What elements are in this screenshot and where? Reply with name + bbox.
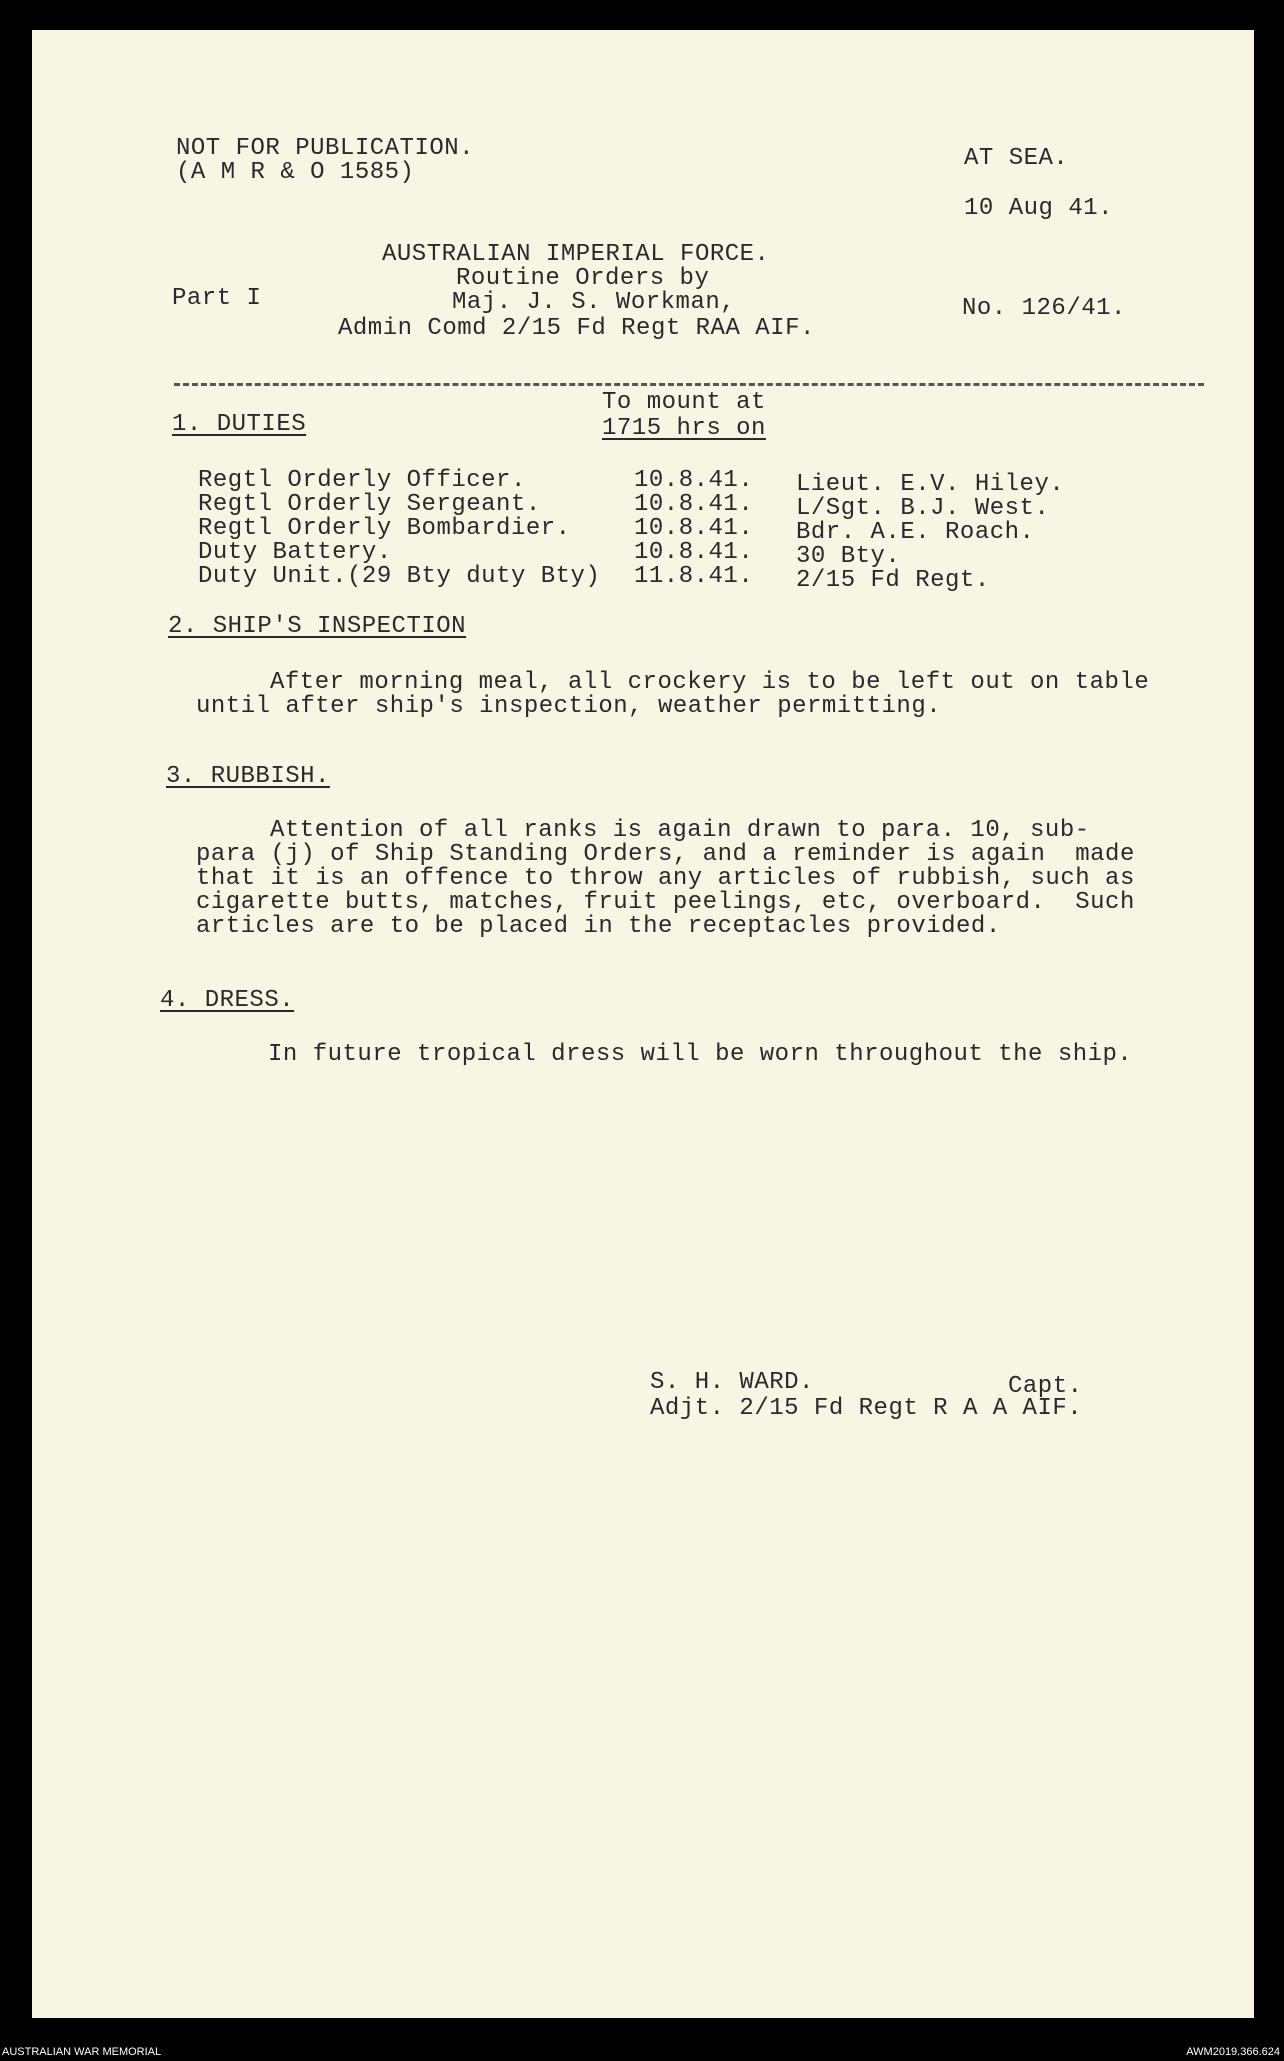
duty-role: Duty Battery. bbox=[198, 539, 392, 566]
mount-label-line-1: To mount at bbox=[602, 389, 766, 416]
duty-date: 11.8.41. bbox=[634, 563, 754, 590]
duty-name: 2/15 Fd Regt. bbox=[796, 567, 990, 594]
classification-line: NOT FOR PUBLICATION. bbox=[176, 135, 475, 162]
duty-name: Lieut. E.V. Hiley. bbox=[796, 471, 1065, 498]
duty-date: 10.8.41. bbox=[634, 491, 754, 518]
rubbish-line-5: articles are to be placed in the receptacles provided. bbox=[196, 913, 1001, 940]
duty-role: Regtl Orderly Sergeant. bbox=[198, 491, 541, 518]
duty-name: Bdr. A.E. Roach. bbox=[796, 519, 1035, 546]
title-line-3: Maj. J. S. Workman, bbox=[452, 289, 736, 316]
inspection-line-1: After morning meal, all crockery is to be left out on table bbox=[270, 669, 1150, 696]
title-line-4: Admin Comd 2/15 Fd Regt RAA AIF. bbox=[338, 315, 815, 342]
inspection-heading: 2. SHIP'S INSPECTION bbox=[168, 613, 467, 640]
duty-date: 10.8.41. bbox=[634, 539, 754, 566]
title-line-1: AUSTRALIAN IMPERIAL FORCE. bbox=[382, 241, 770, 268]
mount-label-line-2: 1715 hrs on bbox=[602, 415, 766, 442]
duty-date: 10.8.41. bbox=[634, 467, 754, 494]
location-line: AT SEA. bbox=[964, 145, 1069, 172]
rubbish-line-3: that it is an offence to throw any articles of rubbish, such as bbox=[196, 865, 1135, 892]
duty-role: Regtl Orderly Officer. bbox=[198, 467, 526, 494]
order-number: No. 126/41. bbox=[962, 295, 1126, 322]
duty-date: 10.8.41. bbox=[634, 515, 754, 542]
dashed-divider bbox=[174, 383, 1204, 386]
duties-heading: 1. DUTIES bbox=[172, 411, 307, 438]
dress-line: In future tropical dress will be worn throughout the ship. bbox=[268, 1041, 1133, 1068]
duty-name: 30 Bty. bbox=[796, 543, 901, 570]
signatory-rank: Capt. bbox=[1008, 1373, 1083, 1400]
rubbish-line-2: para (j) of Ship Standing Orders, and a reminder is again made bbox=[196, 841, 1135, 868]
archive-credit: AUSTRALIAN WAR MEMORIAL bbox=[2, 2046, 162, 2058]
dress-heading: 4. DRESS. bbox=[160, 987, 295, 1014]
signatory-appointment: Adjt. 2/15 Fd Regt R A A AIF. bbox=[650, 1395, 1083, 1422]
duty-role: Duty Unit.(29 Bty duty Bty) bbox=[198, 563, 601, 590]
duty-name: L/Sgt. B.J. West. bbox=[796, 495, 1050, 522]
date-line: 10 Aug 41. bbox=[964, 195, 1114, 222]
inspection-line-2: until after ship's inspection, weather permitting. bbox=[196, 693, 942, 720]
document-page bbox=[32, 30, 1254, 2018]
title-line-2: Routine Orders by bbox=[456, 265, 710, 292]
rubbish-line-4: cigarette butts, matches, fruit peelings, etc, overboard. Such bbox=[196, 889, 1135, 916]
rubbish-heading: 3. RUBBISH. bbox=[166, 763, 330, 790]
signatory-name: S. H. WARD. bbox=[650, 1369, 814, 1396]
reference-line: (A M R & O 1585) bbox=[176, 159, 415, 186]
duty-role: Regtl Orderly Bombardier. bbox=[198, 515, 571, 542]
rubbish-line-1: Attention of all ranks is again drawn to para. 10, sub- bbox=[270, 817, 1090, 844]
archive-reference: AWM2019.366.624 bbox=[1186, 2046, 1280, 2058]
part-label: Part I bbox=[172, 285, 262, 312]
